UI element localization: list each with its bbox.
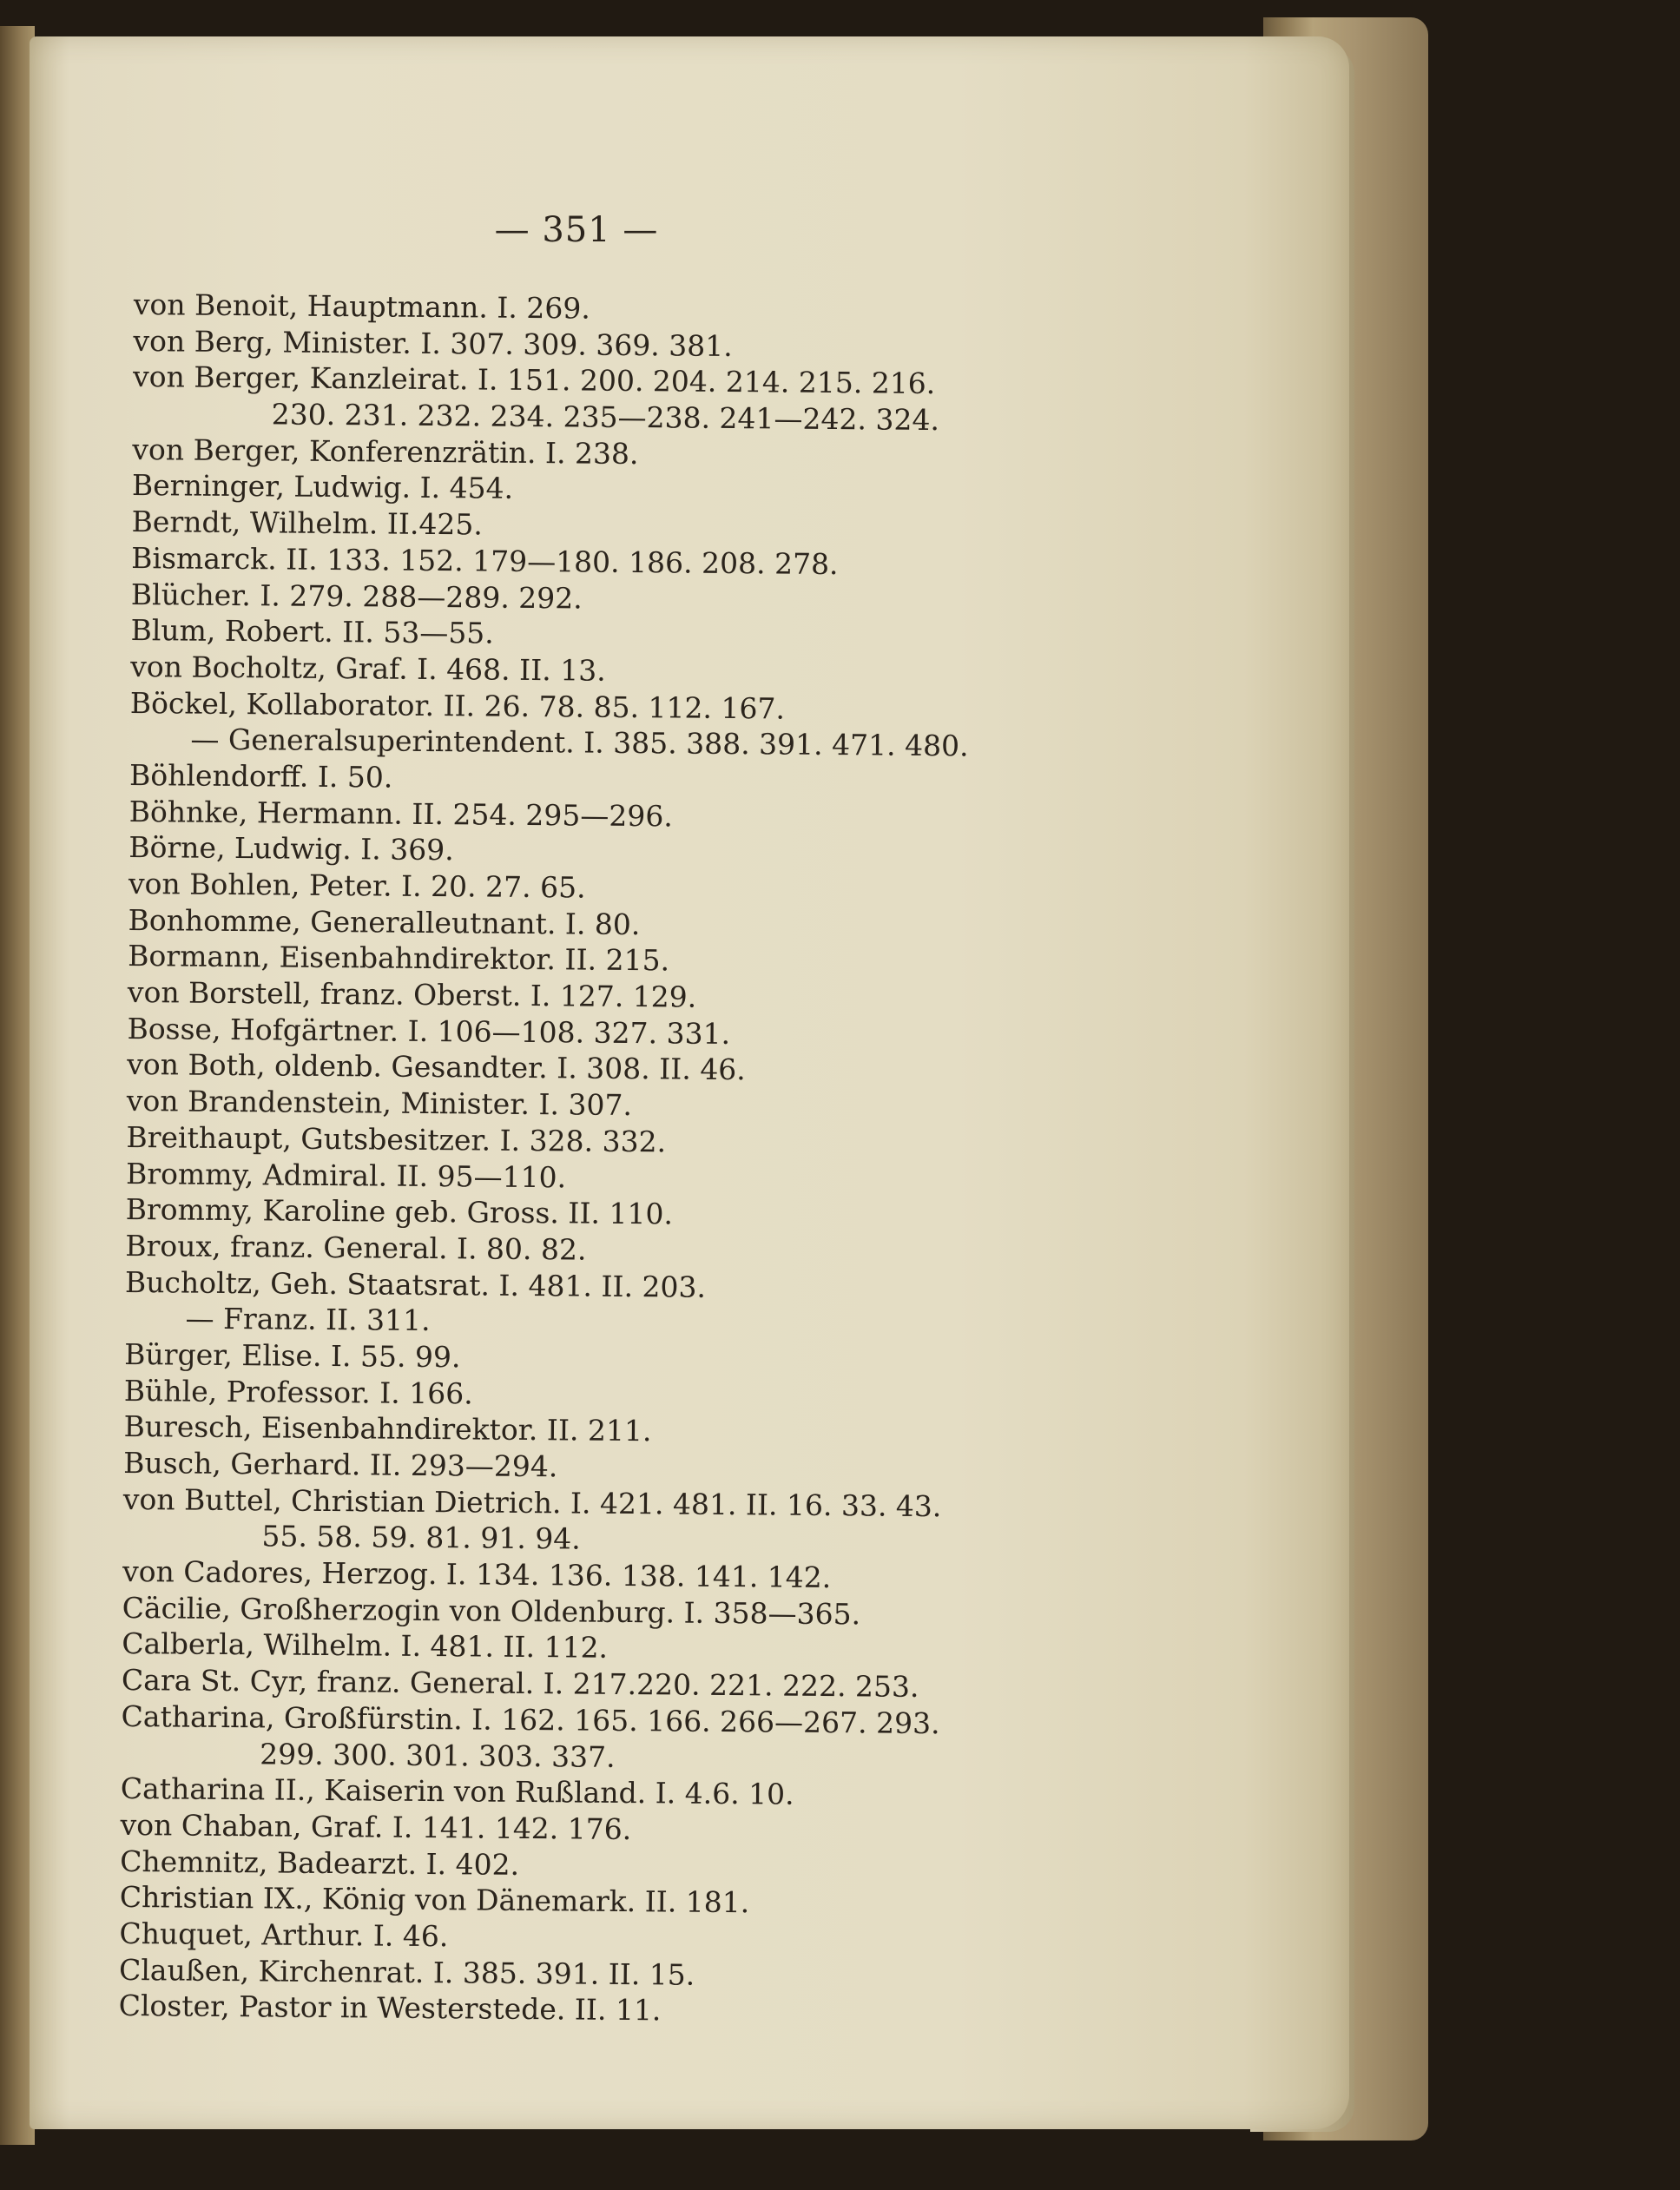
index-entry: Cara St. Cyr, franz. General. I. 217.220. 221. 222. 253. bbox=[121, 1663, 919, 1705]
index-entry: von Borstell, franz. Oberst. I. 127. 129. bbox=[127, 975, 697, 1014]
index-entry: Berndt, Wilhelm. II.425. bbox=[131, 505, 484, 542]
index-entry: Catharina, Großfürstin. I. 162. 165. 166. 266—267. 293. bbox=[121, 1699, 940, 1740]
index-entry: Bormann, Eisenbahndirektor. II. 215. bbox=[128, 939, 670, 978]
index-entry: Chuquet, Arthur. I. 46. bbox=[119, 1916, 449, 1954]
index-entry: von Brandenstein, Minister. I. 307. bbox=[126, 1084, 633, 1123]
index-entry: Broux, franz. General. I. 80. 82. bbox=[125, 1228, 587, 1267]
index-entry: Brommy, Karoline geb. Gross. II. 110. bbox=[125, 1192, 674, 1231]
index-entry: von Bohlen, Peter. I. 20. 27. 65. bbox=[128, 866, 586, 905]
index-entry: von Benoit, Hauptmann. I. 269. bbox=[133, 287, 590, 326]
book-page bbox=[30, 36, 1349, 2129]
index-entry: Blücher. I. 279. 288—289. 292. bbox=[130, 577, 583, 616]
index-entry: Böhnke, Hermann. II. 254. 295—296. bbox=[128, 794, 674, 834]
index-entry: Christian IX., König von Dänemark. II. 181. bbox=[119, 1880, 750, 1920]
index-entries bbox=[119, 287, 1288, 2035]
index-entry: von Berger, Konferenzrätin. I. 238. bbox=[132, 432, 639, 471]
index-entry-continuation: 230. 231. 232. 234. 235—238. 241—242. 324. bbox=[271, 397, 940, 438]
index-entry: Börne, Ludwig. I. 369. bbox=[128, 830, 454, 867]
index-entry: Closter, Pastor in Westerstede. II. 11. bbox=[118, 1989, 662, 2028]
index-entry: Blum, Robert. II. 53—55. bbox=[130, 613, 494, 650]
index-entry: von Chaban, Graf. I. 141. 142. 176. bbox=[120, 1807, 632, 1846]
index-entry: Brommy, Admiral. II. 95—110. bbox=[125, 1156, 567, 1194]
index-entry: Bosse, Hofgärtner. I. 106—108. 327. 331. bbox=[127, 1011, 731, 1051]
page-number: — 351 — bbox=[494, 210, 659, 250]
index-entry: Breithaupt, Gutsbesitzer. I. 328. 332. bbox=[126, 1119, 667, 1159]
index-subentry: — Franz. II. 311. bbox=[185, 1301, 431, 1338]
index-entry: Catharina II., Kaiserin von Rußland. I. 4.6. 10. bbox=[120, 1771, 794, 1811]
index-entry: Bonhomme, Generalleutnant. I. 80. bbox=[128, 902, 641, 941]
index-entry: Bismarck. II. 133. 152. 179—180. 186. 208. 278. bbox=[131, 540, 839, 581]
index-entry: Buresch, Eisenbahndirektor. II. 211. bbox=[123, 1409, 652, 1448]
index-entry: Cäcilie, Großherzogin von Oldenburg. I. 358—365. bbox=[122, 1590, 861, 1632]
index-entry: von Berg, Minister. I. 307. 309. 369. 381. bbox=[133, 323, 733, 363]
index-entry: Bürger, Elise. I. 55. 99. bbox=[124, 1336, 461, 1375]
index-entry: Berninger, Ludwig. I. 454. bbox=[131, 468, 514, 506]
index-entry: von Both, oldenb. Gesandter. I. 308. II. 46. bbox=[127, 1047, 746, 1087]
index-entry: Bühle, Professor. I. 166. bbox=[123, 1373, 473, 1411]
index-entry: Calberla, Wilhelm. I. 481. II. 112. bbox=[122, 1626, 609, 1666]
index-entry: Böhlendorff. I. 50. bbox=[128, 757, 393, 795]
index-entry: von Berger, Kanzleirat. I. 151. 200. 204. 214. 215. 216. bbox=[132, 360, 936, 401]
index-entry: von Cadores, Herzog. I. 134. 136. 138. 141. 142. bbox=[122, 1554, 832, 1595]
index-entry: Claußen, Kirchenrat. I. 385. 391. II. 15. bbox=[118, 1952, 695, 1992]
index-subentry: — Generalsuperintendent. I. 385. 388. 391. 471. 480. bbox=[190, 722, 969, 763]
index-entry: von Buttel, Christian Dietrich. I. 421. 481. II. 16. 33. 43. bbox=[122, 1481, 942, 1523]
index-entry: von Bocholtz, Graf. I. 468. II. 13. bbox=[130, 649, 606, 688]
index-entry: Busch, Gerhard. II. 293—294. bbox=[123, 1445, 558, 1484]
index-entry: Chemnitz, Badearzt. I. 402. bbox=[120, 1844, 520, 1882]
index-entry: Böckel, Kollaborator. II. 26. 78. 85. 112. 167. bbox=[129, 685, 786, 726]
index-entry-continuation: 299. 300. 301. 303. 337. bbox=[260, 1736, 616, 1774]
index-entry-continuation: 55. 58. 59. 81. 91. 94. bbox=[261, 1519, 581, 1556]
index-entry: Bucholtz, Geh. Staatsrat. I. 481. II. 203. bbox=[124, 1264, 707, 1304]
